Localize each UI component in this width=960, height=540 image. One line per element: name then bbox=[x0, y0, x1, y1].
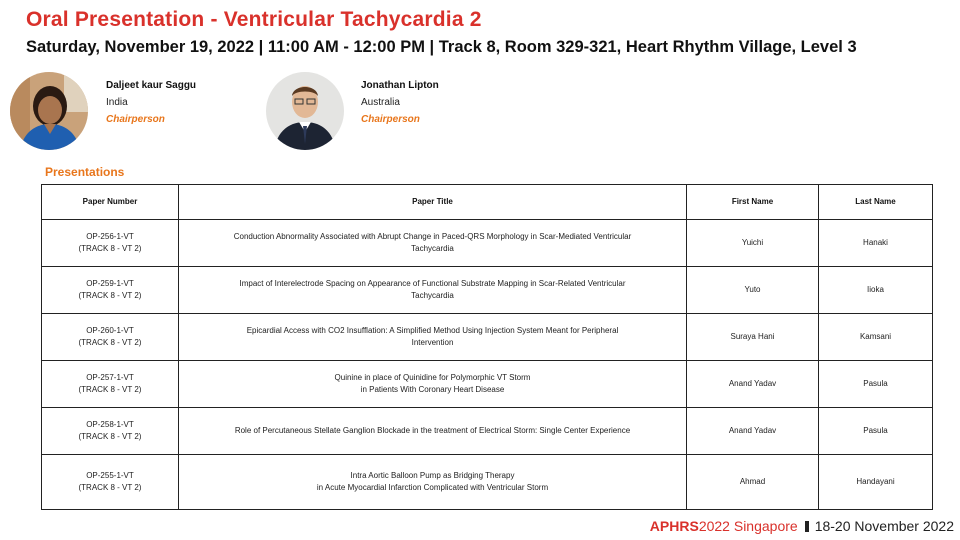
table-row bbox=[42, 267, 933, 314]
paper-number: OP-258-1-VT bbox=[86, 420, 134, 429]
paper-title-line: Impact of Interelectrode Spacing on Appearance of Functional Substrate Mapping in Scar-Related Ventricular bbox=[239, 279, 626, 288]
paper-number-cell bbox=[42, 314, 179, 361]
event-footer bbox=[650, 518, 954, 534]
table-row bbox=[42, 220, 933, 267]
page-title: Oral Presentation - Ventricular Tachycardia 2 bbox=[26, 8, 482, 31]
chair-name: Jonathan Lipton bbox=[361, 80, 439, 91]
last-name: Pasula bbox=[819, 408, 933, 455]
event-dates: 18-20 November 2022 bbox=[814, 518, 954, 534]
paper-number: OP-257-1-VT bbox=[86, 373, 134, 382]
first-name: Anand Yadav bbox=[687, 361, 819, 408]
column-header: Paper Number bbox=[42, 185, 179, 220]
chair-country: India bbox=[106, 97, 128, 108]
paper-track: (TRACK 8 - VT 2) bbox=[78, 291, 142, 300]
first-name: Ahmad bbox=[687, 455, 819, 510]
chair-role: Chairperson bbox=[361, 114, 420, 125]
paper-number: OP-260-1-VT bbox=[86, 326, 134, 335]
paper-title-line: Epicardial Access with CO2 Insufflation: A Simplified Method Using Injection System Meant for Peripheral bbox=[246, 326, 619, 335]
paper-title-line: Quinine in place of Quinidine for Polymorphic VT Storm bbox=[334, 373, 531, 382]
chair-name: Daljeet kaur Saggu bbox=[106, 80, 197, 91]
last-name: Hanaki bbox=[819, 220, 933, 267]
table-row bbox=[42, 455, 933, 510]
first-name: Anand Yadav bbox=[687, 408, 819, 455]
first-name: Suraya Hani bbox=[687, 314, 819, 361]
paper-title-cell bbox=[179, 267, 687, 314]
chair-role: Chairperson bbox=[106, 114, 165, 125]
chair-photo bbox=[10, 72, 88, 150]
chair-photo bbox=[266, 72, 344, 150]
paper-number-cell bbox=[42, 267, 179, 314]
last-name: Handayani bbox=[819, 455, 933, 510]
paper-title-line: Intra Aortic Balloon Pump as Bridging Therapy bbox=[350, 471, 515, 480]
session-details: Saturday, November 19, 2022 | 11:00 AM - 12:00 PM | Track 8, Room 329-321, Heart Rhythm Village, Level 3 bbox=[26, 38, 857, 56]
last-name: Kamsani bbox=[819, 314, 933, 361]
last-name: Pasula bbox=[819, 361, 933, 408]
first-name: Yuto bbox=[687, 267, 819, 314]
first-name: Yuichi bbox=[687, 220, 819, 267]
paper-track: (TRACK 8 - VT 2) bbox=[78, 432, 142, 441]
paper-title-cell bbox=[179, 314, 687, 361]
column-header: Paper Title bbox=[179, 185, 687, 220]
paper-number: OP-255-1-VT bbox=[86, 471, 134, 480]
paper-track: (TRACK 8 - VT 2) bbox=[78, 483, 142, 492]
chairperson-card bbox=[10, 72, 250, 152]
paper-title-cell bbox=[179, 220, 687, 267]
paper-number-cell bbox=[42, 408, 179, 455]
paper-number: OP-259-1-VT bbox=[86, 279, 134, 288]
table-row bbox=[42, 361, 933, 408]
paper-number-cell bbox=[42, 361, 179, 408]
paper-title-line: Conduction Abnormality Associated with Abrupt Change in Paced-QRS Morphology in Scar-Mediated Ventricular bbox=[233, 232, 632, 241]
paper-number: OP-256-1-VT bbox=[86, 232, 134, 241]
paper-title-line: Intervention bbox=[411, 338, 454, 347]
column-header: First Name bbox=[687, 185, 819, 220]
brand-city: Singapore bbox=[729, 518, 798, 534]
paper-track: (TRACK 8 - VT 2) bbox=[78, 338, 142, 347]
column-header: Last Name bbox=[819, 185, 933, 220]
paper-track: (TRACK 8 - VT 2) bbox=[78, 244, 142, 253]
paper-title-cell bbox=[179, 455, 687, 510]
table-header-row bbox=[42, 185, 933, 220]
table-row bbox=[42, 314, 933, 361]
paper-title-cell bbox=[179, 361, 687, 408]
paper-title-cell bbox=[179, 408, 687, 455]
brand-name: APHRS bbox=[649, 518, 699, 534]
paper-number-cell bbox=[42, 220, 179, 267]
table-row bbox=[42, 408, 933, 455]
paper-title-line: Tachycardia bbox=[411, 291, 454, 300]
paper-number-cell bbox=[42, 455, 179, 510]
brand-year: 2022 bbox=[698, 518, 730, 534]
paper-title-line: in Acute Myocardial Infarction Complicated with Ventricular Storm bbox=[316, 483, 549, 492]
paper-title-line: in Patients With Coronary Heart Disease bbox=[360, 385, 505, 394]
presentations-table bbox=[41, 184, 933, 510]
last-name: Iioka bbox=[819, 267, 933, 314]
section-heading: Presentations bbox=[45, 165, 125, 179]
paper-title-line: Tachycardia bbox=[411, 244, 454, 253]
chair-country: Australia bbox=[361, 97, 400, 108]
paper-track: (TRACK 8 - VT 2) bbox=[78, 385, 142, 394]
chairperson-card bbox=[266, 72, 486, 152]
paper-title-line: Role of Percutaneous Stellate Ganglion Blockade in the treatment of Electrical Storm: Single Center Experience bbox=[234, 426, 631, 435]
separator-bar bbox=[805, 521, 809, 532]
